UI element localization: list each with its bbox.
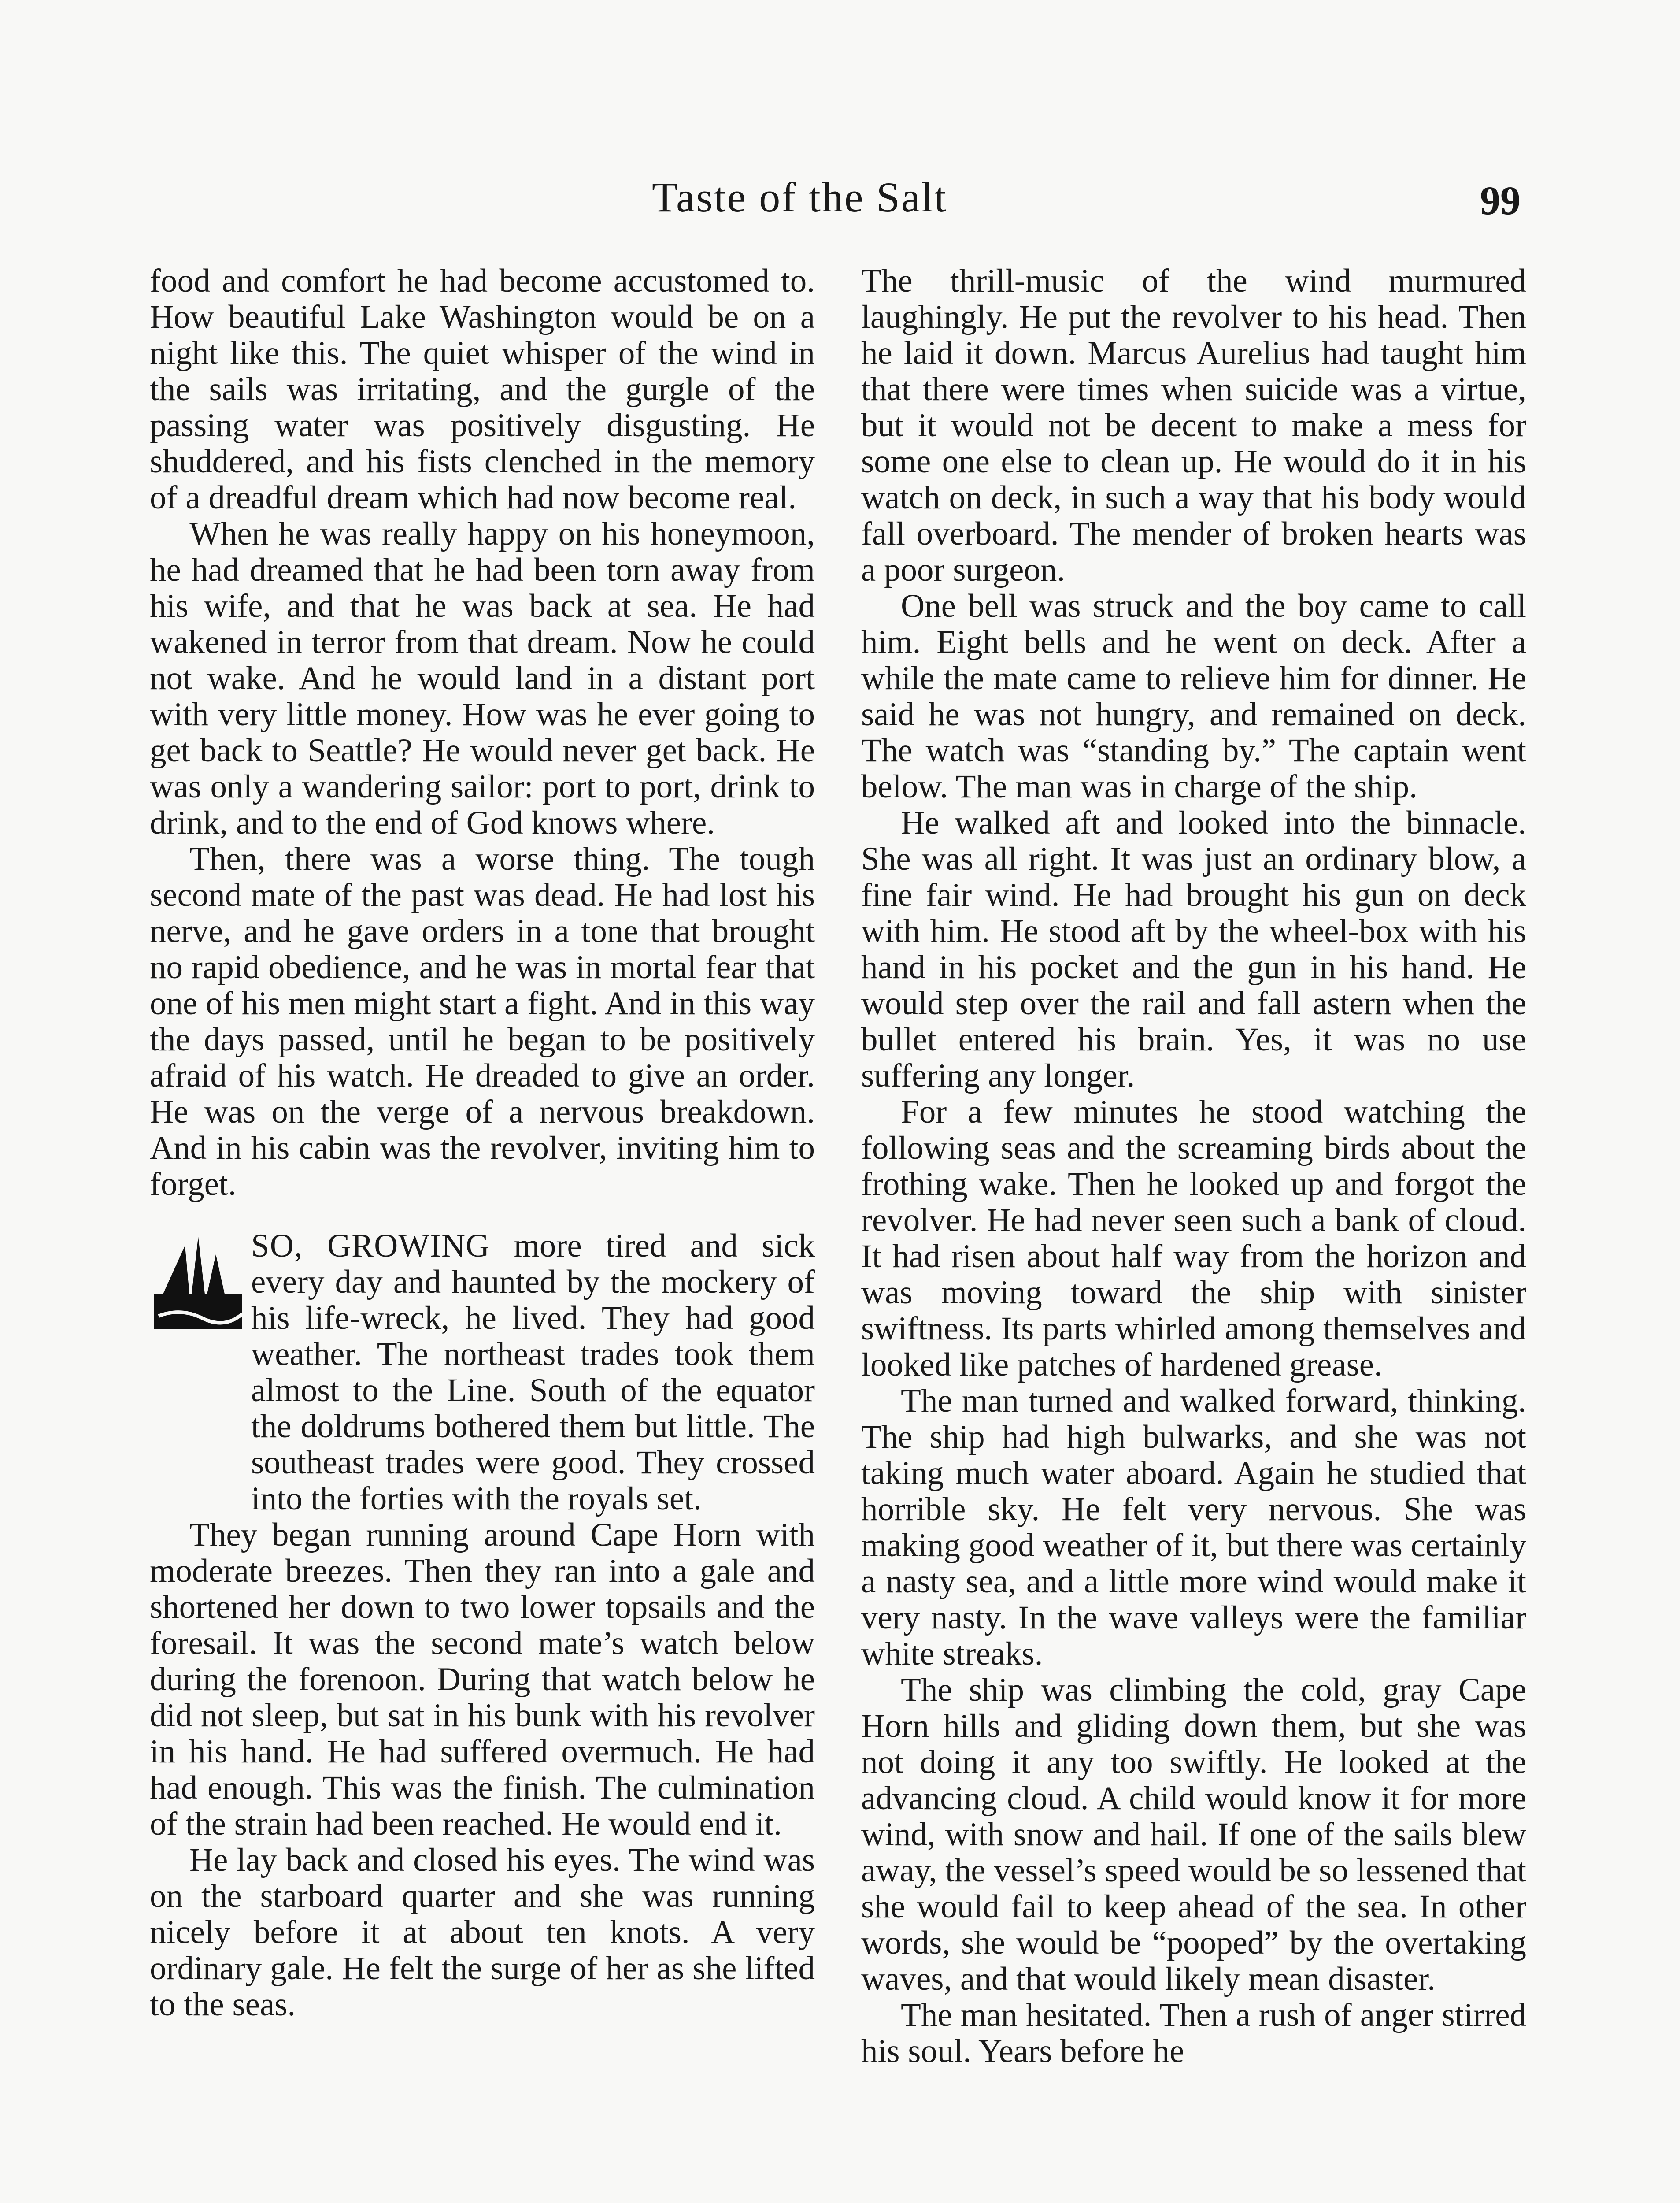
page-number: 99 [1480, 178, 1521, 223]
paragraph: He lay back and closed his eyes. The wind was on the starboard quarter and she was running nicely before it at about ten knots. A very ordinary gale. He felt the surge of her as she lifted to the seas. [150, 1842, 815, 2023]
paragraph: They began running around Cape Horn with moderate breezes. Then they ran into a gale and shortened her down to two lower topsails and the foresail. It was the second mate’s watch below during the forenoon. During that watch below he did not sleep, but sat in his bunk with his revolver in his hand. He had suffered overmuch. He had had enough. This was the finish. The culmination of the strain had been reached. He would end it. [150, 1517, 815, 1842]
section-paragraph [251, 1228, 815, 1517]
paragraph: He walked aft and looked into the binnacle. She was all right. It was just an ordinary blow, a fine fair wind. He had brought his gun on deck with him. He stood aft by the wheel-box with his hand in his pocket and the gun in his hand. He would step over the rail and fall astern when the bullet entered his brain. Yes, it was no use suffering any longer. [861, 805, 1526, 1094]
paragraph: Then, there was a worse thing. The tough second mate of the past was dead. He had lost his nerve, and he gave orders in a tone that brought no rapid obedience, and he was in mortal fear that one of his men might start a fight. And in this way the days passed, until he began to be positively afraid of his watch. He dreaded to give an order. He was on the verge of a nervous breakdown. And in his cabin was the revolver, inviting him to forget. [150, 841, 815, 1202]
running-title: Taste of the Salt [652, 174, 947, 221]
left-column [150, 263, 815, 2023]
ship-ornament-icon [150, 1228, 251, 1334]
section-opening [150, 1228, 815, 1517]
paragraph: One bell was struck and the boy came to call him. Eight bells and he went on deck. After a while the mate came to relieve him for dinner. He said he was not hungry, and remained on deck. The watch was “standing by.” The captain went below. The man was in charge of the ship. [861, 588, 1526, 805]
paragraph: The man turned and walked forward, thinking. The ship had high bulwarks, and she was not taking much water aboard. Again he studied that horrible sky. He felt very nervous. She was making good weather of it, but there was certainly a nasty sea, and a little more wind would make it very nasty. In the wave valleys were the familiar white streaks. [861, 1383, 1526, 1672]
paragraph: The thrill-music of the wind murmured laughingly. He put the revolver to his head. Then he laid it down. Marcus Aurelius had taught him that there were times when suicide was a virtue, but it would not be decent to make a mess for some one else to clean up. He would do it in his watch on deck, in such a way that his body would fall overboard. The mender of broken hearts was a poor surgeon. [861, 263, 1526, 588]
paragraph: For a few minutes he stood watching the following seas and the screaming birds about the frothing wake. Then he looked up and forgot the revolver. He had never seen such a bank of cloud. It had risen about half way from the horizon and was moving toward the ship with sinister swiftness. Its parts whirled among themselves and looked like patches of hardened grease. [861, 1094, 1526, 1383]
paragraph: The man hesitated. Then a rush of anger stirred his soul. Years before he [861, 1997, 1526, 2069]
section-text: more tired and sick every day and haunted by the mockery of his life-wreck, he lived. They had good weather. The northeast trades took them almost to the Line. South of the equator the doldrums bothered them but little. The southeast trades were good. They crossed into the forties with the royals set. [251, 1228, 815, 1517]
paragraph: food and comfort he had become accustomed to. How beautiful Lake Washington would be on a night like this. The quiet whisper of the wind in the sails was irritating, and the gurgle of the passing water was positively disgusting. He shuddered, and his fists clenched in the memory of a dreadful dream which had now become real. [150, 263, 815, 516]
right-column [861, 263, 1526, 2069]
paragraph: When he was really happy on his honeymoon, he had dreamed that he had been torn away from his wife, and that he was back at sea. He had wakened in terror from that dream. Now he could not wake. And he would land in a distant port with very little money. How was he ever going to get back to Seattle? He would never get back. He was only a wandering sailor: port to port, drink to drink, and to the end of God knows where. [150, 516, 815, 841]
paragraph: The ship was climbing the cold, gray Cape Horn hills and gliding down them, but she was not doing it any too swiftly. He looked at the advancing cloud. A child would know it for more wind, with snow and hail. If one of the sails blew away, the vessel’s speed would be so lessened that she would fail to keep ahead of the sea. In other words, she would be “pooped” by the overtaking waves, and that would likely mean disaster. [861, 1672, 1526, 1997]
section-lead: SO, GROWING [251, 1228, 490, 1264]
